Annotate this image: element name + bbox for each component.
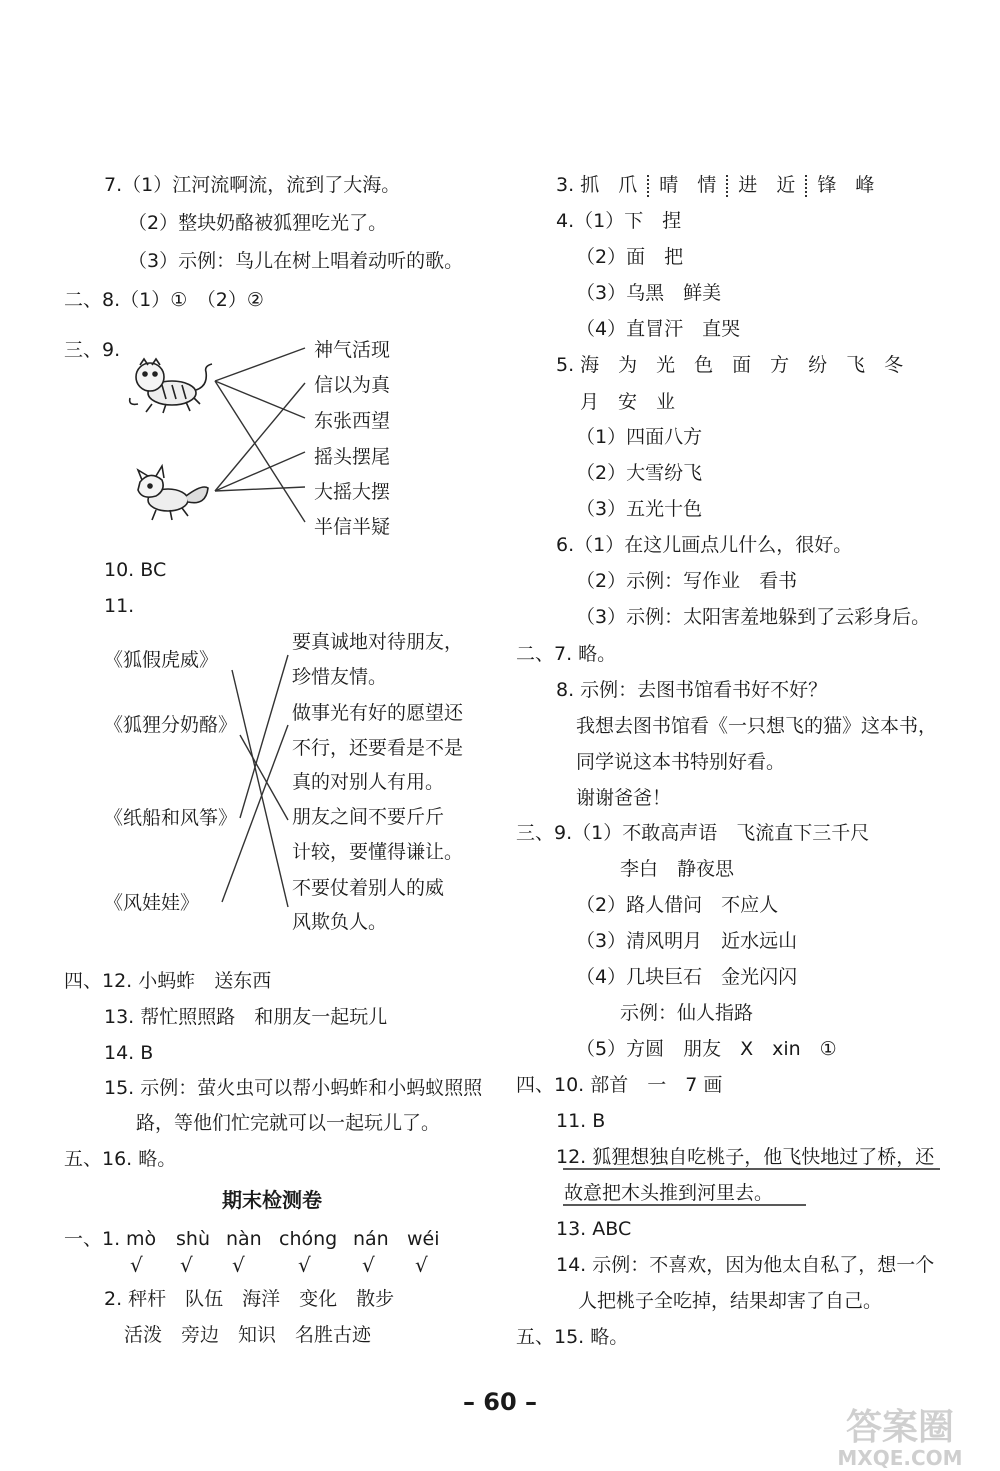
r9-answer-3: （3）清风明月 近水远山 xyxy=(576,930,798,952)
r11-answer: 11. B xyxy=(556,1110,606,1132)
r4-answer-2: （2）面 把 xyxy=(576,246,684,268)
e1-pinyin-2: shù xyxy=(176,1228,210,1250)
e1-check-2: √ xyxy=(180,1253,193,1277)
r3-char-4: 情 xyxy=(697,174,717,196)
q9-label: 三、9. xyxy=(64,339,121,361)
q14-answer: 14. B xyxy=(104,1042,154,1064)
r14-answer-line-1: 14. 示例：不喜欢，因为他太自私了，想一个 xyxy=(556,1254,935,1276)
q10-answer: 10. BC xyxy=(104,559,167,581)
q9-word-2: 信以为真 xyxy=(314,374,391,396)
r8-answer-line-4: 谢谢爸爸！ xyxy=(576,787,672,809)
line-tiger-banxinbanyi xyxy=(215,381,305,522)
e2-answer-line-2: 活泼 旁边 知识 名胜古迹 xyxy=(124,1324,372,1346)
q15-answer-line-1: 15. 示例：萤火虫可以帮小蚂蚱和小蚂蚁照照 xyxy=(104,1077,483,1099)
r12-answer-line-2: 故意把木头推到河里去。 xyxy=(564,1182,774,1204)
q11-lesson-6: 朋友之间不要斤斤 xyxy=(292,806,445,828)
q11-lesson-2: 珍惜友情。 xyxy=(292,666,388,688)
r4-answer-4: （4）直冒汗 直哭 xyxy=(576,318,741,340)
e1-check-6: √ xyxy=(415,1253,428,1277)
q11-title-1: 《狐假虎威》 xyxy=(104,649,219,671)
r6-answer-1: 6.（1）在这儿画点儿什么，很好。 xyxy=(556,534,853,556)
q9-word-1: 神气活现 xyxy=(314,339,391,361)
e1-check-1: √ xyxy=(130,1253,143,1277)
e1-pinyin-1: mò xyxy=(126,1228,157,1250)
r12-text-1: 狐狸想独自吃桃子，他飞快地过了桥，还 xyxy=(592,1146,935,1168)
page-number: – 60 – xyxy=(462,1388,538,1416)
q8-answer: 二、8.（1）① （2）② xyxy=(64,289,264,311)
r3-answer xyxy=(556,172,874,198)
dotted-divider xyxy=(805,175,807,197)
line-fox-dayaodabai xyxy=(215,487,305,491)
e1-label: 一、1. xyxy=(64,1228,121,1250)
r4-answer-3: （3）乌黑 鲜美 xyxy=(576,282,722,304)
watermark-logo: 答案圈 xyxy=(845,1407,954,1448)
r3-char-8: 峰 xyxy=(855,174,875,196)
r5-answer-1: （1）四面八方 xyxy=(576,426,703,448)
r3-char-1: 抓 xyxy=(580,174,600,196)
q7-answer-3: （3）示例：鸟儿在树上唱着动听的歌。 xyxy=(128,250,464,272)
tiger-illustration xyxy=(130,359,212,413)
r4-answer-1: 4.（1）下 捏 xyxy=(556,210,682,232)
r8-answer-line-2: 我想去图书馆看《一只想飞的猫》这本书， xyxy=(576,715,938,737)
e1-pinyin-5: nán xyxy=(353,1228,389,1250)
r9-answer-4: （4）几块巨石 金光闪闪 xyxy=(576,966,798,988)
r3-char-2: 爪 xyxy=(618,174,638,196)
e1-pinyin-4: chóng xyxy=(279,1228,338,1250)
r12-number: 12. xyxy=(556,1146,587,1168)
r5-answer-line-2: 月 安 业 xyxy=(580,391,676,413)
line-hujiahuwei xyxy=(232,670,288,907)
r9-answer-1b: 李白 静夜思 xyxy=(620,858,735,880)
r9-answer-5: （5）方圆 朋友 X xin ① xyxy=(576,1038,837,1060)
r8-answer-line-3: 同学说这本书特别好看。 xyxy=(576,751,786,773)
line-fox-yaotoubaiwei xyxy=(215,452,305,491)
q11-title-2: 《狐狸分奶酪》 xyxy=(104,714,238,736)
q7-a1-text: （1）江河流啊流，流到了大海。 xyxy=(122,174,401,196)
q11-lesson-9: 风欺负人。 xyxy=(292,911,388,933)
q9-word-4: 摇头摆尾 xyxy=(314,446,391,468)
q11-label: 11. xyxy=(104,595,135,617)
e1-pinyin-3: nàn xyxy=(226,1228,262,1250)
r15-answer: 五、15. 略。 xyxy=(516,1326,629,1348)
q13-answer: 13. 帮忙照照路 和朋友一起玩儿 xyxy=(104,1006,388,1028)
q9-word-5: 大摇大摆 xyxy=(314,481,391,503)
r12-answer-line-1 xyxy=(556,1144,934,1170)
r5-answer-2: （2）大雪纷飞 xyxy=(576,462,703,484)
q7-number: 7. xyxy=(104,174,123,196)
q11-lesson-8: 不要仗着别人的威 xyxy=(292,877,445,899)
r9-answer-2: （2）路人借问 不应人 xyxy=(576,894,779,916)
r9-answer-4b: 示例：仙人指路 xyxy=(620,1002,754,1024)
q11-lesson-4: 不行，还要看是不是 xyxy=(292,737,464,759)
q16-answer: 五、16. 略。 xyxy=(64,1148,177,1170)
r13-answer: 13. ABC xyxy=(556,1218,632,1240)
q15-answer-line-2: 路，等他们忙完就可以一起玩儿了。 xyxy=(136,1112,441,1134)
dotted-divider xyxy=(647,175,649,197)
fox-illustration xyxy=(138,466,208,520)
r9-answer-1: 三、9.（1）不敢高声语 飞流直下三千尺 xyxy=(516,822,870,844)
r6-answer-3: （3）示例：太阳害羞地躲到了云彩身后。 xyxy=(576,606,931,628)
e2-answer-line-1: 2. 秤杆 队伍 海洋 变化 散步 xyxy=(104,1288,395,1310)
q11-lesson-3: 做事光有好的愿望还 xyxy=(292,702,464,724)
q11-title-4: 《风娃娃》 xyxy=(104,892,200,914)
r14-answer-line-2: 人把桃子全吃掉，结果却害了自己。 xyxy=(578,1290,883,1312)
e1-pinyin-6: wéi xyxy=(407,1228,440,1250)
r3-char-7: 锋 xyxy=(817,174,837,196)
q11-lesson-5: 真的对别人有用。 xyxy=(292,771,445,793)
exam-title: 期末检测卷 xyxy=(222,1188,322,1212)
q11-title-3: 《纸船和风筝》 xyxy=(104,807,238,829)
q7-answer-2: （2）整块奶酪被狐狸吃光了。 xyxy=(128,212,388,234)
e1-check-3: √ xyxy=(232,1253,245,1277)
r5-answer-line-1: 5. 海 为 光 色 面 方 纷 飞 冬 xyxy=(556,354,904,376)
dotted-divider xyxy=(726,175,728,197)
q9-word-3: 东张西望 xyxy=(314,410,391,432)
r6-answer-2: （2）示例：写作业 看书 xyxy=(576,570,798,592)
watermark-url: MXQE.COM xyxy=(837,1446,963,1470)
e1-check-5: √ xyxy=(362,1253,375,1277)
q9-word-6: 半信半疑 xyxy=(314,516,391,538)
r10-answer: 四、10. 部首 一 7 画 xyxy=(516,1074,723,1096)
q11-lesson-7: 计较，要懂得谦让。 xyxy=(292,841,464,863)
line-tiger-shenqihuoxian xyxy=(215,348,305,381)
e1-check-4: √ xyxy=(298,1253,311,1277)
r8-answer-line-1: 8. 示例：去图书馆看书好不好？ xyxy=(556,679,828,701)
r7-answer: 二、7. 略。 xyxy=(516,643,617,665)
q12-answer: 四、12. 小蚂蚱 送东西 xyxy=(64,970,272,992)
r3-number: 3. xyxy=(556,174,575,196)
r5-answer-3: （3）五光十色 xyxy=(576,498,703,520)
r3-char-6: 近 xyxy=(776,174,796,196)
r3-char-5: 进 xyxy=(738,174,758,196)
r3-char-3: 晴 xyxy=(659,174,679,196)
q11-lesson-1: 要真诚地对待朋友， xyxy=(292,631,464,653)
